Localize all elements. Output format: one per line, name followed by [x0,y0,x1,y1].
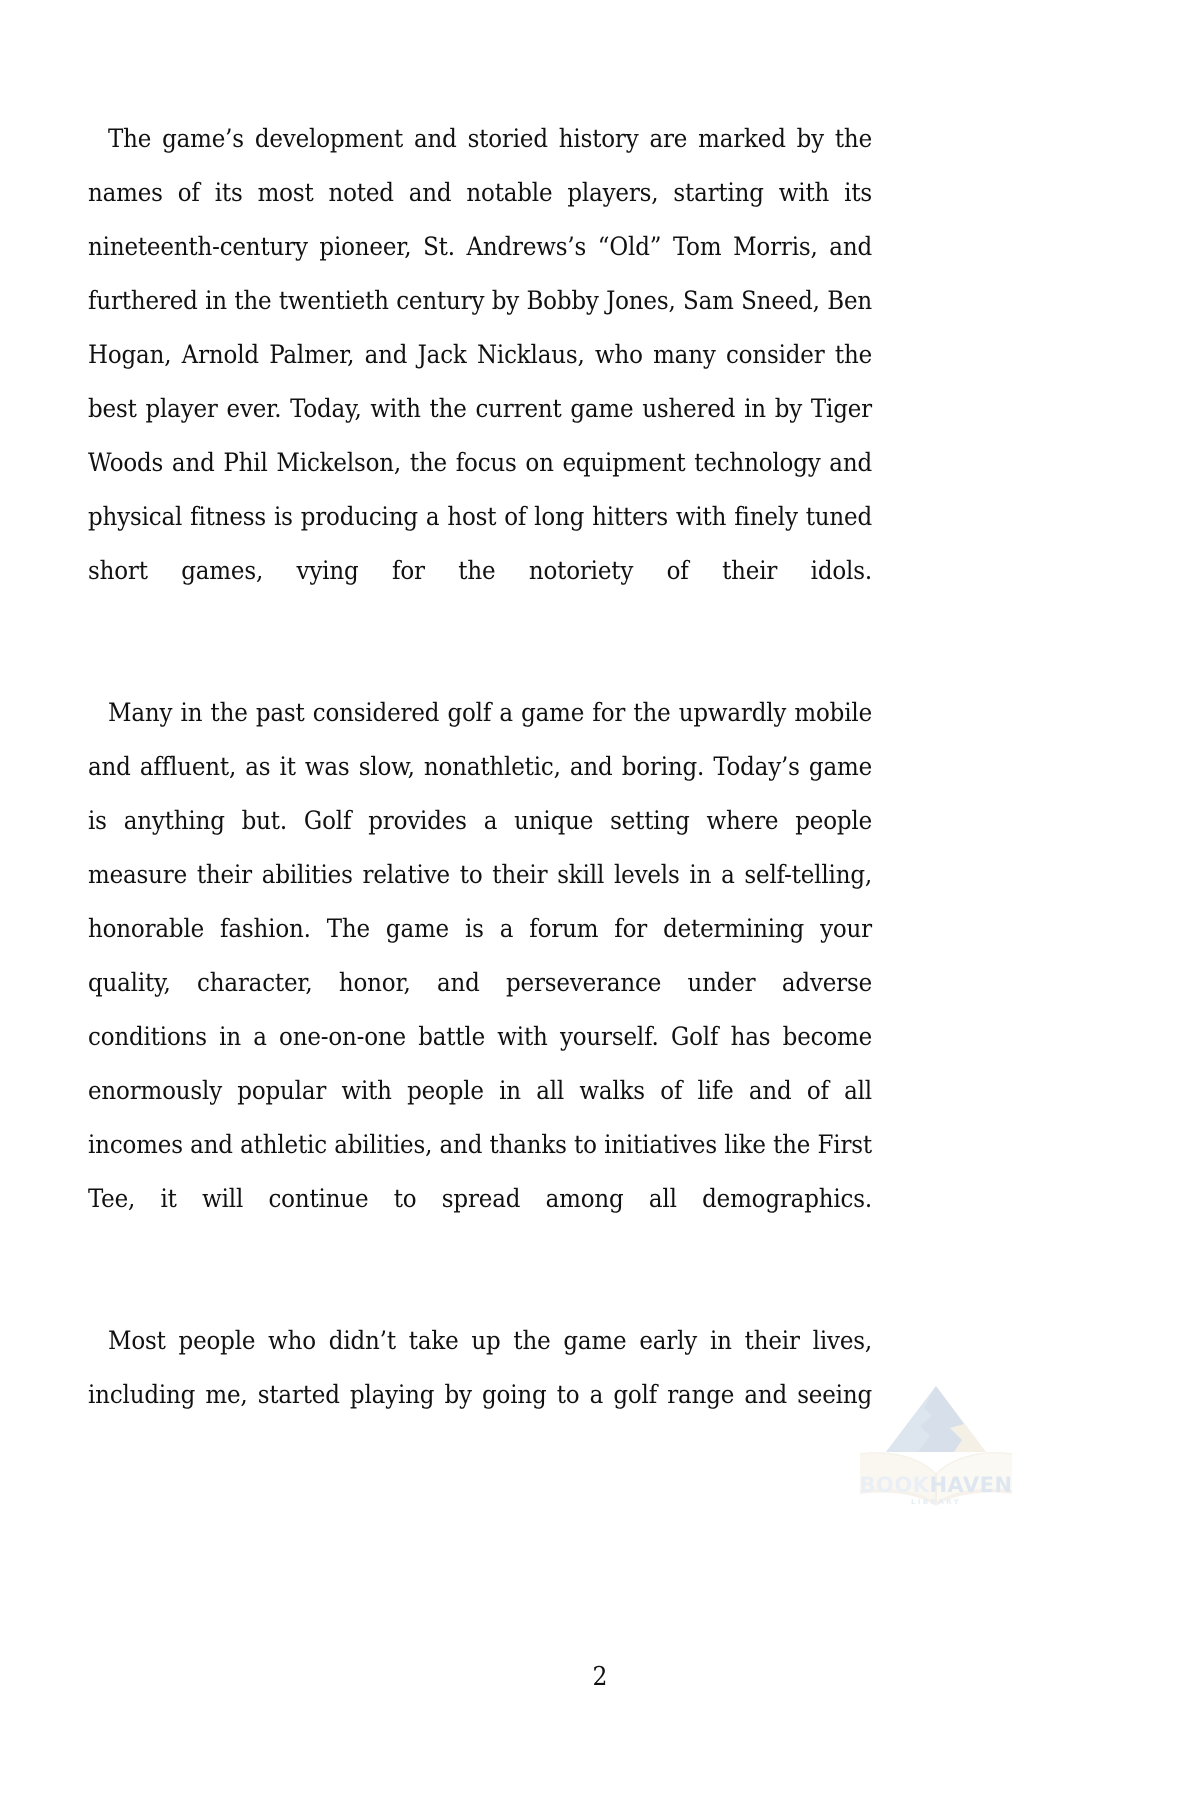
paragraph: The game’s development and storied history are marked by the names of its most noted and notable players, starting with its nineteenth-century pioneer, St. Andrews’s “Old” Tom Morris, and furthered in the twentieth century by Bobby Jones, Sam Sneed, Ben Hogan, Arnold Palmer, and Jack Nicklaus, who many consider the best player ever. Today, with the current game ushered in by Tiger Woods and Phil Mickelson, the focus on equipment technology and physical fitness is producing a host of long hitters with finely tuned short games, vying for the notoriety of their idols. [88,124,872,586]
watermark-brand-secondary: HAVEN [929,1473,1013,1497]
paragraph: Many in the past considered golf a game for the upwardly mobile and affluent, as it was slow, nonathletic, and boring. Today’s game is anything but. Golf provides a unique setting where people measure their abilities relative to their skill levels in a self-telling, honorable fashion. The game is a forum for determining your quality, character, honor, and perseverance under adverse conditions in a one-on-one battle with yourself. Golf has become enormously popular with people in all walks of life and of all incomes and athletic abilities, and thanks to initiatives like the First Tee, it will continue to spread among all demographics. [88,698,872,1214]
page-number: 2 [592,1662,608,1692]
watermark-tagline: LIBRARY [910,1498,962,1506]
watermark-brand-primary: BOOK [859,1473,930,1497]
watermark-wordmark [838,1474,1034,1496]
page-text-body [88,112,872,1476]
paragraph: Most people who didn’t take up the game early in their lives, including me, started playing by going to a golf range and seeing [88,1326,872,1410]
